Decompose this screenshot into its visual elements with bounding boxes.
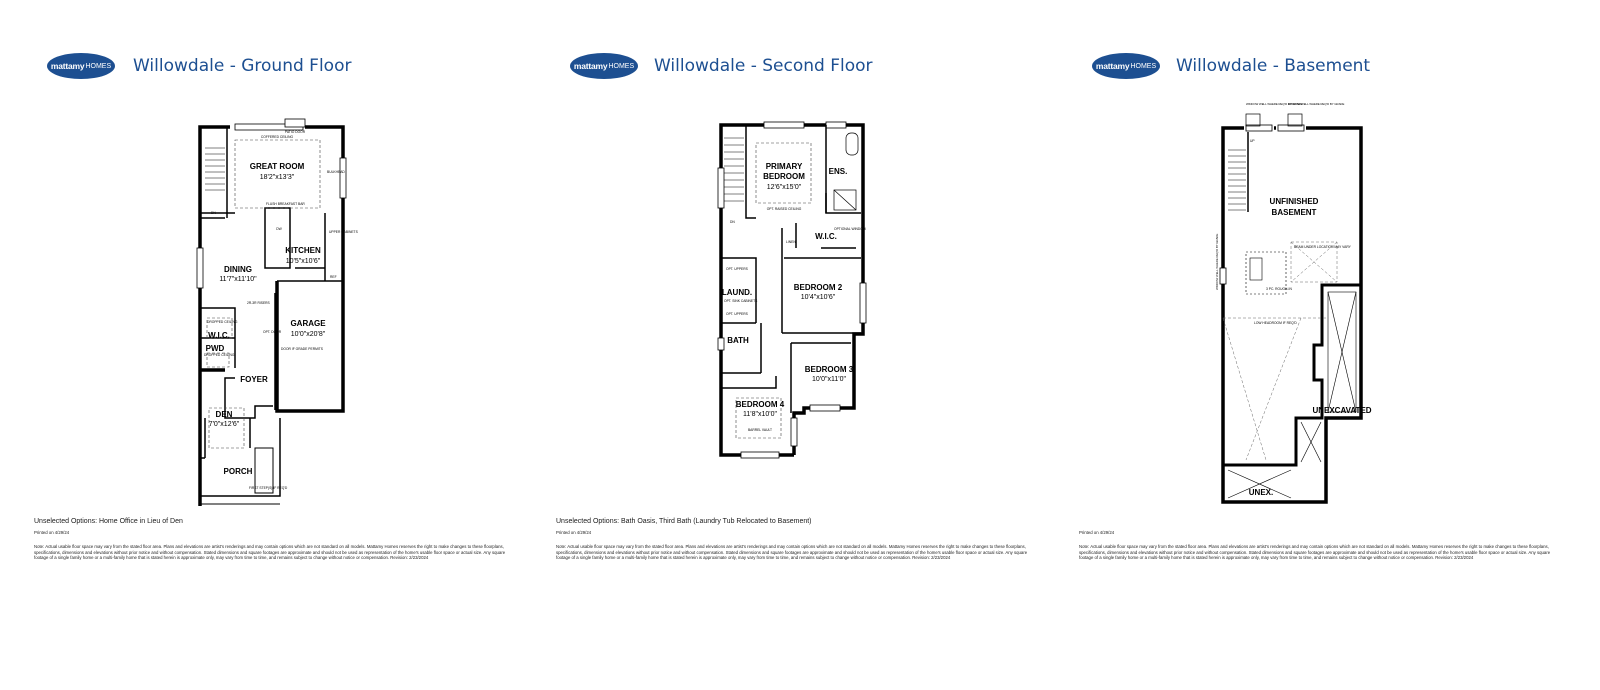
disclaimer-note: Note: Actual usable floor space may vary from the stated floor area. Plans and elevations are artist's renderings and may contain options which are not standard on all models. Mattamy Homes reserves the right to make changes to these floorplans, specifications, dimensions and elevations without prior notice and without compensation. Stated dimensions and square footages are approximate and should not be used as representation of the home's usable floor space or actual size. Any square footage of a single family home or a multi-family home that is stated herein is approximate only, may vary from time to time, and remains subject to change without notice or compensation. Revision: 2/23/2024 — [556, 544, 1028, 561]
unselected-options: Unselected Options: Bath Oasis, Third Bath (Laundry Tub Relocated to Basement) — [556, 518, 812, 525]
ground-floor-plan — [195, 118, 358, 508]
room-bath: BATH — [727, 336, 749, 345]
note-upper: UPPER CABINETS — [329, 230, 358, 234]
note-dn: DN — [730, 220, 735, 224]
note-steps: FIRST STEP(S) IF REQ'D — [249, 486, 288, 490]
room-den-dim: 7'0"x12'6" — [208, 421, 240, 428]
printed-date: Printed on 4/29/24 — [556, 530, 592, 535]
note-grade: 2R-3R RISERS — [247, 301, 270, 305]
room-bedroom2: BEDROOM 2 — [793, 283, 843, 292]
room-dining-dim: 11'7"x11'10" — [219, 276, 257, 283]
room-wic: W.I.C. — [208, 331, 230, 340]
room-den: DEN — [215, 410, 233, 419]
note-dn: DN — [211, 211, 216, 215]
mattamy-logo[interactable]: mattamy HOMES — [570, 53, 638, 79]
note-window-well-1: WINDOW WELL WHERE REQ'D BY GRADE — [1246, 102, 1303, 106]
room-wic: W.I.C. — [815, 232, 837, 241]
note-window-well-3: WINDOW WELL WHERE REQ'D BY GRADE — [1215, 233, 1219, 290]
printed-date: Printed on 4/29/24 — [34, 530, 70, 535]
note-dropped-wic: DROPPED CEILING — [207, 320, 238, 324]
room-laundry: LAUND. — [721, 288, 753, 297]
note-opt-sink: OPT. SINK CABINETS — [724, 299, 758, 303]
room-garage-dim: 10'0"x20'8" — [290, 331, 326, 338]
room-great-room: GREAT ROOM — [249, 162, 305, 171]
second-floor-plan — [716, 118, 871, 468]
note-optional-window: OPTIONAL WINDOW — [834, 227, 866, 231]
note-window-well-2: WINDOW WELL WHERE REQ'D BY GRADE — [1288, 102, 1345, 106]
disclaimer-note: Note: Actual usable floor space may vary from the stated floor area. Plans and elevations are artist's renderings and may contain options which are not standard on all models. Mattamy Homes reserves the right to make changes to these floorplans, specifications, dimensions and elevations without prior notice and without compensation. Stated dimensions and square footages are approximate and should not be used as representation of the home's usable floor space or actual size. Any square footage of a single family home or a multi-family home that is stated herein is approximate only, may vary from time to time, and remains subject to change without notice or compensation. Revision: 2/23/2024 — [34, 544, 506, 561]
unselected-options: Unselected Options: Home Office in Lieu of Den — [34, 518, 183, 525]
room-bedroom4: BEDROOM 4 — [735, 400, 785, 409]
room-bedroom4-dim: 11'8"x10'0" — [743, 411, 777, 418]
note-patio: PATIO DOOR — [284, 130, 306, 134]
note-dropped-pwd: DROPPED CEILING — [204, 353, 235, 357]
note-opt-door: OPT. DOOR — [263, 330, 282, 334]
room-primary-dim: 12'6"x15'0" — [766, 184, 802, 191]
room-unex: UNEX. — [1248, 488, 1274, 497]
room-primary-bedroom: BEDROOM — [763, 172, 805, 181]
plan-title: Willowdale - Ground Floor — [133, 56, 352, 76]
plan-title: Willowdale - Basement — [1176, 56, 1371, 76]
note-beam: BEAM UNDER LOCATION MAY VARY — [1294, 245, 1351, 249]
room-great-room-dim: 18'2"x13'3" — [259, 174, 295, 181]
disclaimer-note: Note: Actual usable floor space may vary from the stated floor area. Plans and elevations are artist's renderings and may contain options which are not standard on all models. Mattamy Homes reserves the right to make changes to these floorplans, specifications, dimensions and elevations without prior notice and without compensation. Stated dimensions and square footages are approximate and should not be used as representation of the home's usable floor space or actual size. Any square footage of a single family home or a multi-family home that is stated herein is approximate only, may vary from time to time, and remains subject to change without notice or compensation. Revision: 2/23/2024 — [1079, 544, 1551, 561]
room-dining: DINING — [224, 265, 252, 274]
note-up: UP — [1250, 139, 1255, 143]
room-basement: BASEMENT — [1271, 208, 1317, 217]
note-opt-uppers: OPT. UPPERS — [726, 267, 748, 271]
room-kitchen: KITCHEN — [285, 246, 321, 255]
room-porch: PORCH — [223, 467, 253, 476]
note-dw: DW — [276, 227, 282, 231]
note-low-headroom: LOW HEADROOM IF REQ'D — [1254, 321, 1297, 325]
note-raised: OPT. RAISED CEILING — [766, 207, 802, 211]
mattamy-logo[interactable]: mattamy HOMES — [47, 53, 115, 79]
note-coffered: COFFERED CEILING — [260, 135, 294, 139]
basement-panel — [1066, 0, 1599, 690]
room-bedroom2-dim: 10'4"x10'6" — [800, 294, 836, 301]
room-unfinished: UNFINISHED — [1269, 197, 1319, 206]
note-linen: LINEN — [786, 240, 796, 244]
room-pwd: PWD — [205, 344, 225, 353]
plan-title: Willowdale - Second Floor — [654, 56, 873, 76]
room-kitchen-dim: 10'5"x10'6" — [285, 258, 321, 265]
note-door-grade: DOOR IF GRADE PERMITS — [281, 347, 323, 351]
room-bedroom3-dim: 10'0"x11'0" — [812, 376, 846, 383]
room-ens: ENS. — [828, 167, 848, 176]
room-garage: GARAGE — [290, 319, 326, 328]
room-foyer: FOYER — [240, 375, 268, 384]
note-ref: REF — [330, 275, 337, 279]
basement-plan — [1216, 100, 1396, 520]
note-barrel: BARREL VAULT — [747, 428, 773, 432]
room-bedroom3: BEDROOM 3 — [804, 365, 854, 374]
note-opt-uppers-2: OPT. UPPERS — [726, 312, 748, 316]
room-unexcavated: UNEXCAVATED — [1312, 406, 1372, 415]
mattamy-logo[interactable]: mattamy HOMES — [1092, 53, 1160, 79]
second-floor-panel — [533, 0, 1066, 690]
room-primary: PRIMARY — [765, 162, 803, 171]
printed-date: Printed on 4/29/24 — [1079, 530, 1115, 535]
note-bulkhead: BULKHEAD — [327, 170, 345, 174]
note-rough-in: 3 PC. ROUGH-IN — [1266, 287, 1292, 291]
ground-floor-panel — [0, 0, 533, 690]
note-breakfast: FLUSH BREAKFAST BAR — [266, 202, 305, 206]
